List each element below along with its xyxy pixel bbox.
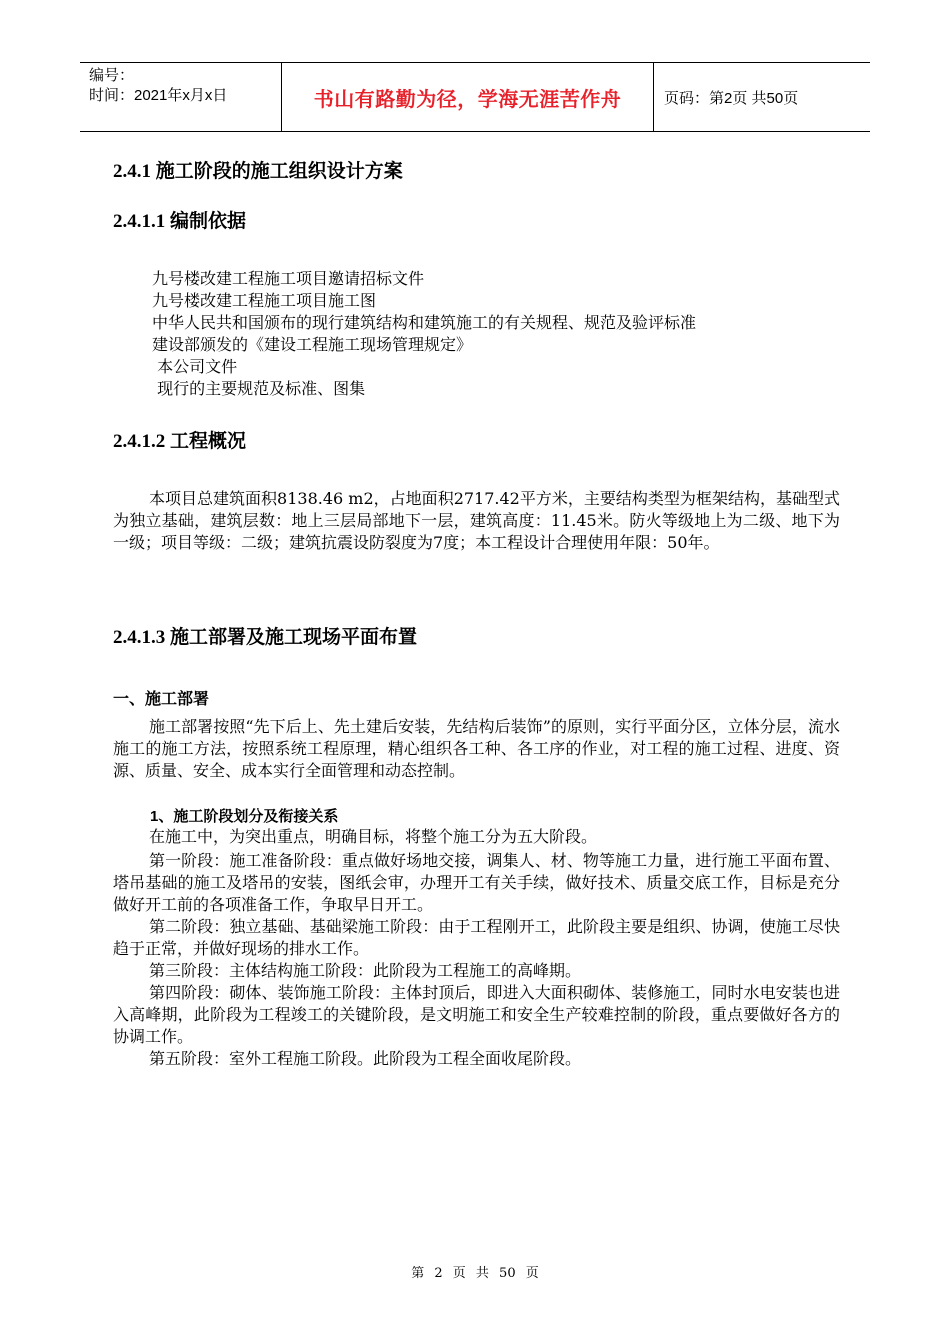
basis-item: 本公司文件 xyxy=(152,357,238,376)
page-header xyxy=(80,62,870,132)
heading-2-4-1-2: 2.4.1.2 工程概况 xyxy=(113,431,247,452)
heading-2-4-1-3: 2.4.1.3 施工部署及施工现场平面布置 xyxy=(113,627,418,648)
stage-3-paragraph: 第三阶段：主体结构施工阶段：此阶段为工程施工的高峰期。 xyxy=(149,961,582,980)
page-footer: 第 2 页 共 50 页 xyxy=(411,1266,539,1281)
overview-paragraph: 本项目总建筑面积8138.46 m2，占地面积2717.42平方米，主要结构类型为框架结构，基础型式为独立基础，建筑层数：地上三层局部地下一层，建筑高度：11.45米。防火等级地上为二级、地下为一级；项目等级：二级；建筑抗震设防裂度为7度；本工程设计合理使用年限：50年。 xyxy=(113,489,840,552)
stage-2-paragraph: 第二阶段：独立基础、基础梁施工阶段：由于工程刚开工，此阶段主要是组织、协调，使施工尽快趋于正常，并做好现场的排水工作。 xyxy=(113,917,840,958)
stage-5-paragraph: 第五阶段：室外工程施工阶段。此阶段为工程全面收尾阶段。 xyxy=(149,1049,582,1068)
subheading-stages: 1、施工阶段划分及衔接关系 xyxy=(150,808,339,825)
basis-item: 中华人民共和国颁布的现行建筑结构和建筑施工的有关规程、规范及验评标准 xyxy=(152,313,697,332)
basis-item: 九号楼改建工程施工项目邀请招标文件 xyxy=(152,269,425,288)
heading-2-4-1-1: 2.4.1.1 编制依据 xyxy=(113,211,247,232)
time-label: 时间：2021年x月x日 xyxy=(89,87,228,104)
heading-deployment: 一、施工部署 xyxy=(113,691,210,708)
header-meta xyxy=(80,63,282,131)
basis-item: 九号楼改建工程施工项目施工图 xyxy=(152,291,377,310)
heading-2-4-1: 2.4.1 施工阶段的施工组织设计方案 xyxy=(113,161,403,182)
basis-item: 建设部颁发的《建设工程施工现场管理规定》 xyxy=(152,335,473,354)
stage-4-paragraph: 第四阶段：砌体、装饰施工阶段：主体封顶后，即进入大面积砌体、装修施工，同时水电安装也进入高峰期，此阶段为工程竣工的关键阶段，是文明施工和安全生产较难控制的阶段，重点要做好各方的协调工作。 xyxy=(113,983,840,1046)
stage-intro: 在施工中，为突出重点，明确目标，将整个施工分为五大阶段。 xyxy=(149,827,598,846)
deployment-paragraph: 施工部署按照“先下后上、先土建后安装，先结构后装饰”的原则，实行平面分区，立体分层，流水施工的施工方法，按照系统工程原理，精心组织各工种、各工序的作业，对工程的施工过程、进度、资源、质量、安全、成本实行全面管理和动态控制。 xyxy=(113,717,840,780)
header-motto: 书山有路勤为径，学海无涯苦作舟 xyxy=(282,63,654,131)
basis-item: 现行的主要规范及标准、图集 xyxy=(152,379,366,398)
stage-1-paragraph: 第一阶段：施工准备阶段：重点做好场地交接，调集人、材、物等施工力量，进行施工平面布置、塔吊基础的施工及塔吊的安装，图纸会审，办理开工有关手续，做好技术、质量交底工作，目标是充分做好开工前的各项准备工作，争取早日开工。 xyxy=(113,851,840,914)
header-page-label: 页码：第2页 共50页 xyxy=(664,89,799,107)
serial-label: 编号： xyxy=(89,67,135,84)
